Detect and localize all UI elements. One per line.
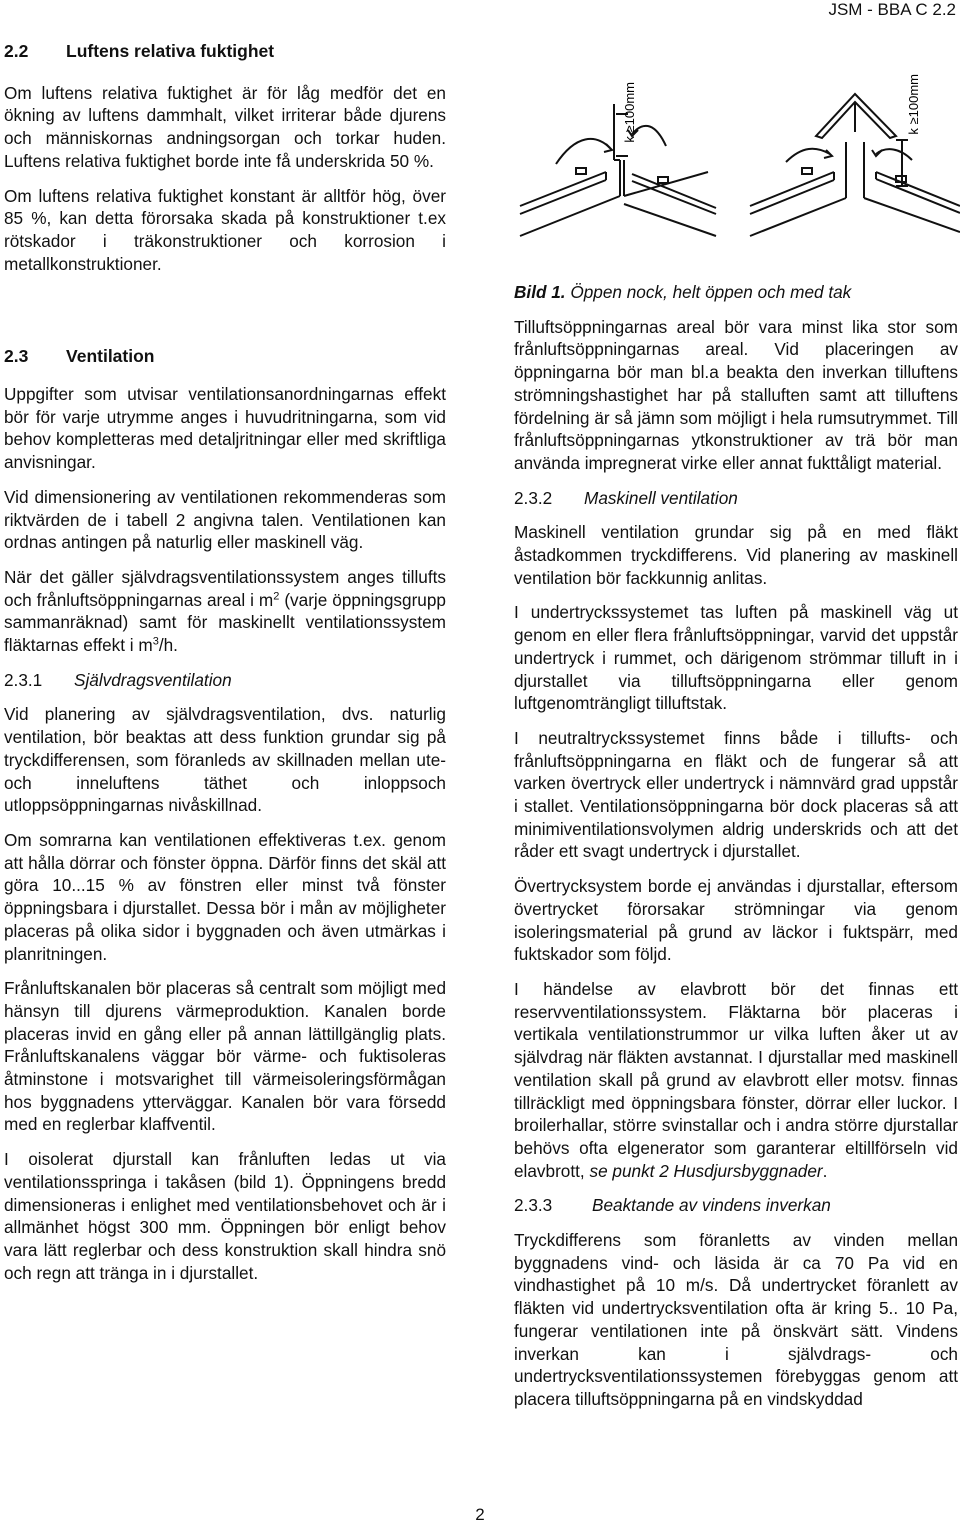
paragraph (514, 978, 958, 1182)
dimension-label: k ≥100mm (622, 82, 637, 143)
cross-reference: se punkt 2 Husdjursbyggnader (584, 1160, 823, 1181)
section-number: 2.3.2 (514, 487, 553, 508)
paragraph-text: . (822, 1160, 828, 1181)
paragraph-text: I händelse av elavbrott bör det finnas ett reservventilationssystem. Fläktarna bör placeras i vertikala ventilationstrummor ur vilka luften åker ut av självdrag när fläkten avstannat. I djurstallar med maskinell ventilation skall på grund av elavbrott eller motsv. finnas tillräckligt med öppningsbara fönster, dörrar eller luckor. I broilerhallar, större svinstallar och i andra större djurstallar behövs ofta elgenerator som garanterar eltillförseln vid elavbrott, (514, 978, 958, 1181)
page-number: 2 (475, 1505, 485, 1524)
paragraph-text: /h. (158, 635, 178, 656)
subsection-heading-2-3-1 (4, 669, 446, 692)
paragraph: Om somrarna kan ventilationen effektiveras t.ex. genom att hålla dörrar och fönster öppna. Därför finns det skäl att göra 10...15 % av fönstren eller minst två fönster öppningsbara i djurstallet. Dessa bör i mån av möjligheter placeras på olika sidor i byggnaden och även utmärkas i planritningen. (4, 829, 446, 964)
superscript: 2 (273, 589, 280, 602)
roof-ridge-figure (516, 64, 960, 266)
paragraph-text: (varje öppningsgrupp sammanräknad) samt för maskinellt ventilationssystem fläktarnas effekt i m (4, 589, 446, 656)
paragraph: I oisolerat djurstall kan frånluften ledas ut via ventilationsspringa i takåsen (bild 1). Öppningens bredd dimensioneras i enlighet med ventilationsbehovet och är i allmänhet högst 300 mm. Öppningen bör enligt behov vara lätt reglerbar och dess konstruktion skall hindra snö och regn att tränga in i djurstallet. (4, 1149, 446, 1283)
section-title: Luftens relativa fuktighet (66, 41, 275, 61)
section-number: 2.3.3 (514, 1195, 553, 1216)
paragraph: Tryckdifferens som föranletts av vinden mellan byggnadens vind- och läsida är ca 70 Pa vid en vindhastighet på 10 m/s. Då undertrycket föranlett av fläkten vid undertrycksventilation ofta är kring 5.. 10 Pa, fungerar ventilationen inte på önskvärt sätt. Vindens inverkan kan i självdrags- och undertrycksventilationssystemen förebyggas genom att placera tilluftsöppningarna på en vindskyddad (514, 1230, 958, 1409)
subsection-heading-2-3-3 (514, 1194, 958, 1217)
paragraph: Vid dimensionering av ventilationen rekommenderas som riktvärden de i tabell 2 angivna talen. Ventilationen kan ordnas antingen på naturlig eller maskinell väg. (4, 486, 446, 553)
paragraph: I neutraltryckssystemet finns både i tillufts- och frånluftsöppningarna en fläkt och de fungerar så att varken övertryck eller undertryck i nämnvärd grad uppstår i stallet. Ventilationsöppningarna bör dock placeras så att minimiventilationsvolymen aldrig underskrids och att det råder ett svagt undertryck i djurstallet. (514, 727, 958, 862)
section-number: 2.2 (4, 41, 29, 61)
ridge-with-cap-drawing (750, 94, 960, 236)
right-column (514, 281, 958, 1411)
caption-text: Öppen nock, helt öppen och med tak (565, 282, 852, 302)
figure-caption (514, 281, 958, 304)
paragraph: Övertrycksystem borde ej användas i djurstallar, eftersom övertrycket förorsakar strömningar via genom isoleringsmaterial på grund av läckor i fuktspärr, med fuktskador som följd. (514, 876, 958, 965)
open-ridge-drawing (520, 104, 716, 236)
left-column (4, 40, 446, 1284)
paragraph: Om luftens relativa fuktighet konstant är alltför hög, över 85 %, kan detta förorsaka skada på konstruktioner t.ex rötskador i träkonstruktioner och korrosion i metallkonstruktioner. (4, 185, 446, 274)
superscript: 3 (152, 635, 159, 648)
caption-label: Bild 1. (514, 282, 566, 302)
section-title: Maskinell ventilation (584, 487, 738, 508)
paragraph: I undertryckssystemet tas luften på maskinell väg ut genom en eller flera frånluftsöppningar, varvid det uppstår undertryck i rummet, och därigenom strömmar tilluft in i djurstallet via tilluftsöppningarna eller genom luftgenomträngligt tilluftstak. (514, 602, 958, 714)
paragraph: Om luftens relativa fuktighet är för låg medför det en ökning av luftens dammhalt, vilket irriterar både djurens och människornas andningsorgan och torkar huden. Luftens relativa fuktighet borde inte få underskrida 50 %. (4, 82, 446, 171)
page-header: JSM - BBA C 2.2 (828, 0, 956, 19)
section-title: Beaktande av vindens inverkan (592, 1195, 831, 1216)
section-number: 2.3.1 (4, 669, 43, 690)
section-title: Ventilation (66, 346, 155, 367)
dimension-label: k ≥100mm (906, 74, 921, 135)
paragraph: Vid planering av självdragsventilation, dvs. naturlig ventilation, bör beaktas att dess funktion grundar sig på tryckdifferensen, som föranleds av skillnaden mellan ute- och inneluftens täthet och inloppsoch utloppsöppningarnas nivåskillnad. (4, 704, 446, 816)
section-title: Självdragsventilation (74, 669, 232, 690)
section-heading-2-2 (4, 40, 446, 63)
paragraph: Maskinell ventilation grundar sig på en med fläkt åstadkommen tryckdifferens. Vid planering av maskinell ventilation bör fackkunnig anlitas. (514, 522, 958, 588)
paragraph: Frånluftskanalen bör placeras så centralt som möjligt med hänsyn till djurens värmeproduktion. Kanalen borde placeras invid en gång eller på annan lättillgänglig plats. Frånluftskanalens väggar bör värme- och fuktisoleras åtminstone i motsvarighet till värmeisoleringsförmågan hos byggnadens ytterväggar. Kanalen bör vara försedd med en reglerbar klaffventil. (4, 978, 446, 1135)
paragraph: Uppgifter som utvisar ventilationsanordningarnas effekt bör för varje utrymme anges i huvudritningarna, som vid behov kompletteras med detaljritningar eller med skriftliga anvisningar. (4, 384, 446, 473)
subsection-heading-2-3-2 (514, 487, 958, 510)
paragraph (4, 566, 446, 657)
section-heading-2-3 (4, 345, 446, 368)
section-number: 2.3 (4, 346, 29, 367)
paragraph: Tilluftsöppningarnas areal bör vara minst lika stor som frånluftsöppningarnas areal. Vid placeringen av öppningarna bör man bl.a beakta den inverkan tilluftens strömningshastighet har på stalluften samt att tilluftens fördelning är så jämn som möjligt i hela rumsutrymmet. Till frånluftsöppningarnas ytkonstruktioner av trä bör man använda impregnerat virke eller annat fukttåligt material. (514, 316, 958, 473)
paragraph-text: När det gäller självdragsventilationssystem anges tillufts och frånluftsöppningarnas areal i m (4, 566, 446, 610)
